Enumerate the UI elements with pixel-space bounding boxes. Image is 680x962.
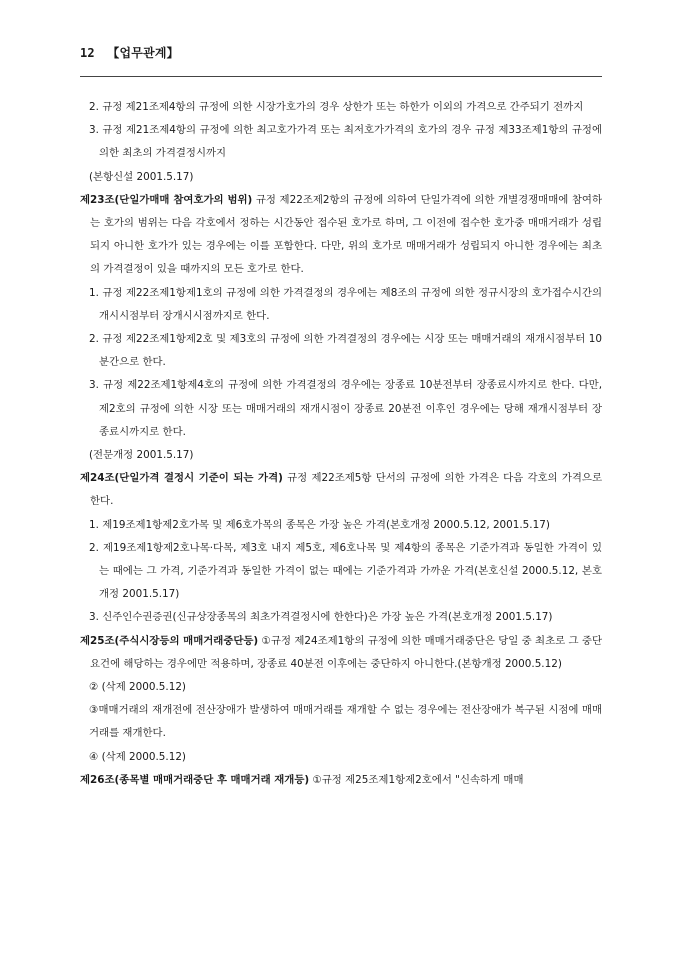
list-item: 2. 제19조제1항제2호나목·다목, 제3호 내지 제5호, 제6호나목 및 제4항의 종목은 기준가격과 동일한 가격이 있는 때에는 그 가격, 기준가격과 동일한 가격이 없는 때에는 기준가격과 가까운 가격(본호신설 2000.5.12, 본호개정 2001.5.17) xyxy=(89,541,602,601)
paragraph-item: ④ (삭제 2000.5.12) xyxy=(89,750,186,763)
article-heading: 제26조(종목별 매매거래중단 후 매매거래 재개등) xyxy=(80,773,310,786)
article-text: ①규정 제24조제1항의 규정에 의한 매매거래중단은 당일 중 최초로 그 중단요건에 해당하는 경우에만 적용하며, 장종료 40분전 이후에는 중단하지 아니한다.(본항개정 2000.5.12) xyxy=(90,634,602,670)
paragraph-item: ③매매거래의 재개전에 전산장애가 발생하여 매매거래를 재개할 수 없는 경우에는 전산장애가 복구된 시점에 매매거래를 재개한다. xyxy=(89,704,602,740)
amendment-note: (전문개정 2001.5.17) xyxy=(89,449,194,462)
page-number: 12 xyxy=(80,46,95,60)
article-text: 규정 제22조제2항의 규정에 의하여 단일가격에 의한 개별경쟁매매에 참여하는 호가의 범위는 다음 각호에서 정하는 시간동안 접수된 호가로 하며, 그 이전에 접수한 호가중 매매거래가 성립되지 아니한 호가가 있는 경우에는 이를 포함한다. 다만, 위의 호가로 매매거래가 성립되지 아니한 경우에는 최초의 가격결정이 있을 때까지의 모든 호가로 한다. xyxy=(90,193,602,276)
list-item: 2. 규정 제21조제4항의 규정에 의한 시장가호가의 경우 상한가 또는 하한가 이외의 가격으로 간주되기 전까지 xyxy=(89,101,584,113)
section-title: 【업무관계】 xyxy=(107,46,179,60)
article-text: ①규정 제25조제1항제2호에서 "신속하게 매매 xyxy=(309,773,524,786)
list-item: 1. 규정 제22조제1항제1호의 규정에 의한 가격결정의 경우에는 제8조의 규정에 의한 정규시장의 호가접수시간의 개시시점부터 장개시시점까지로 한다. xyxy=(89,286,602,322)
list-item: 3. 규정 제22조제1항제4호의 규정에 의한 가격결정의 경우에는 장종료 10분전부터 장종료시까지로 한다. 다만, 제2호의 규정에 의한 시장 또는 매매거래의 재개시점이 장종료 20분전 이후인 경우에는 당해 재개시점부터 장종료시까지로 한다. xyxy=(89,379,602,438)
article-heading: 제24조(단일가격 결정시 기준이 되는 가격) xyxy=(80,472,283,485)
list-item: 1. 제19조제1항제2호가목 및 제6호가목의 종목은 가장 높은 가격(본호개정 2000.5.12, 2001.5.17) xyxy=(89,518,550,531)
list-item: 3. 신주인수권증권(신규상장종목의 최초가격결정시에 한한다)은 가장 높은 가격(본호개정 2001.5.17) xyxy=(89,611,553,624)
paragraph-item: ② (삭제 2000.5.12) xyxy=(89,681,186,694)
document-body xyxy=(80,96,602,792)
list-item: 3. 규정 제21조제4항의 규정에 의한 최고호가가격 또는 최저호가가격의 호가의 경우 규정 제33조제1항의 규정에 의한 최초의 가격결정시까지 xyxy=(89,124,602,160)
header-divider xyxy=(80,76,602,77)
article-25 xyxy=(80,630,602,676)
article-23 xyxy=(80,189,602,282)
article-text: 규정 제22조제5항 단서의 규정에 의한 가격은 다음 각호의 가격으로 한다. xyxy=(90,472,602,508)
amendment-note: (본항신설 2001.5.17) xyxy=(89,170,194,183)
list-item: 2. 규정 제22조제1항제2호 및 제3호의 규정에 의한 가격결정의 경우에는 시장 또는 매매거래의 재개시점부터 10분간으로 한다. xyxy=(89,333,602,369)
page-header xyxy=(80,44,179,61)
article-26 xyxy=(80,769,602,792)
article-heading: 제23조(단일가매매 참여호가의 범위) xyxy=(80,193,253,206)
article-heading: 제25조(주식시장등의 매매거래중단등) xyxy=(80,634,259,647)
article-24 xyxy=(80,467,602,513)
